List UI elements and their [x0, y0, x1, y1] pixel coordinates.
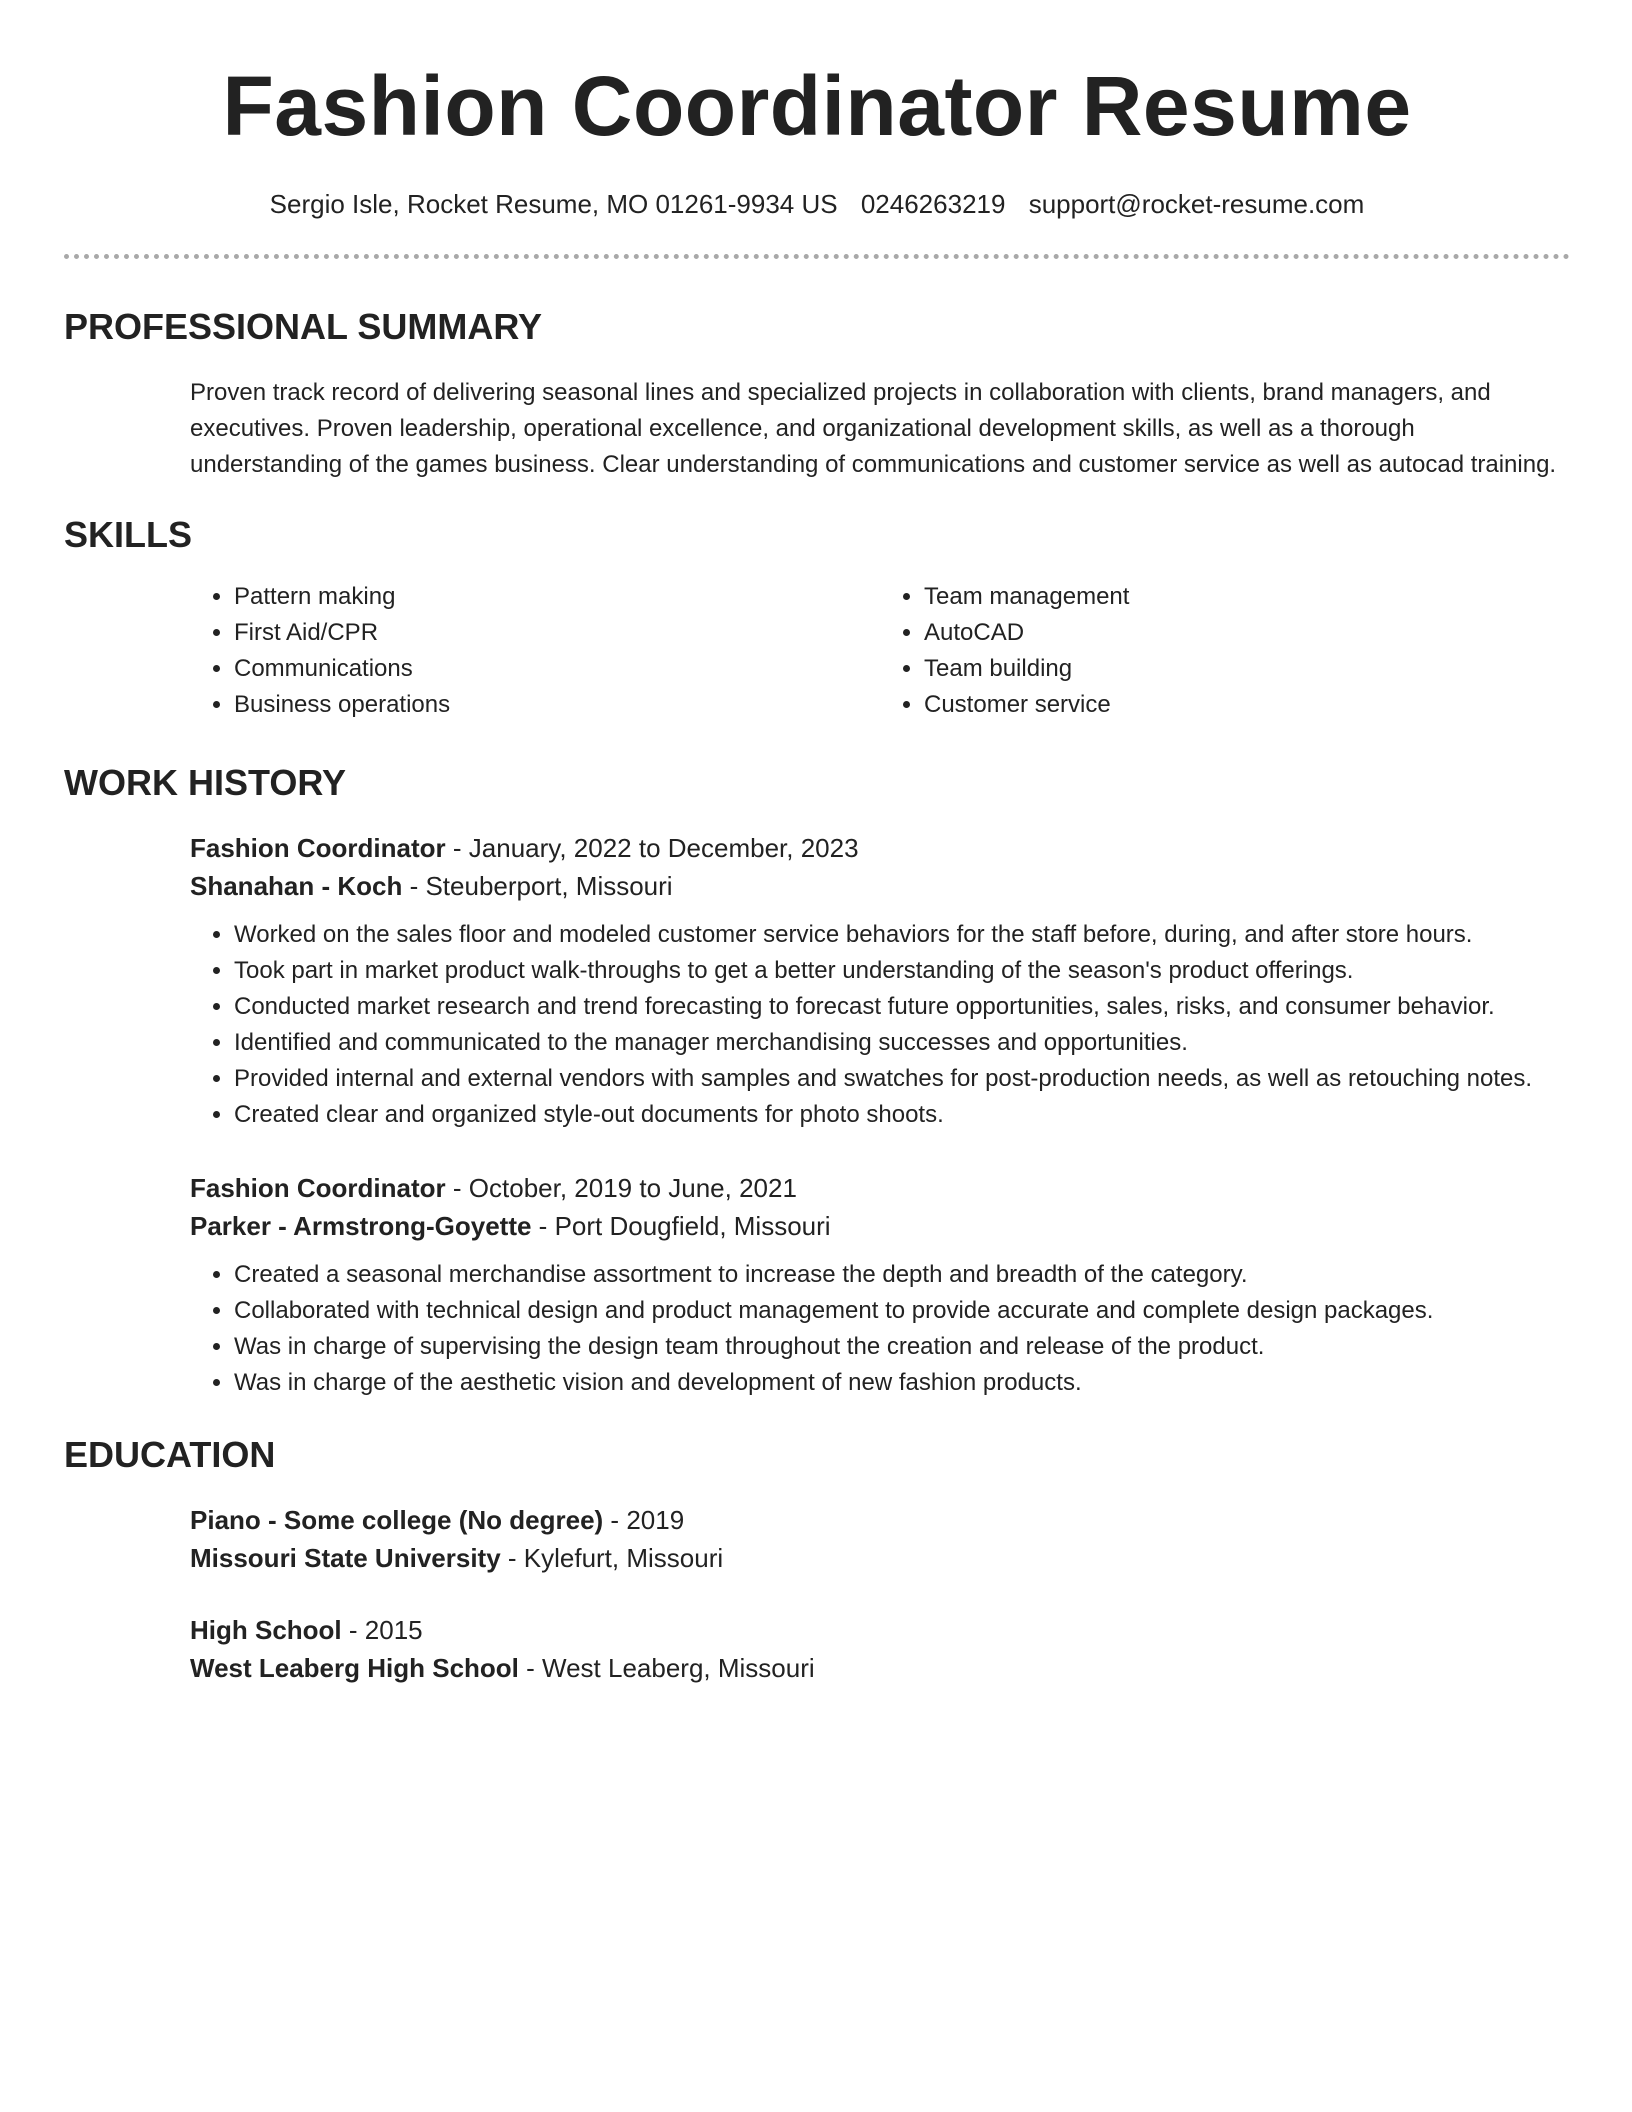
education-year: 2015: [364, 1615, 423, 1645]
job-location: Steuberport, Missouri: [425, 871, 673, 901]
job-location: Port Dougfield, Missouri: [554, 1211, 831, 1241]
resume-title: Fashion Coordinator Resume: [222, 59, 1412, 153]
job-company-line: [190, 1207, 1570, 1245]
separator: -: [603, 1505, 627, 1535]
education-entry: [190, 1611, 1570, 1687]
job-bullet: • Worked on the sales floor and modeled customer service behaviors for the staff before, during, and after store hours.: [234, 917, 1574, 953]
job-entry: [190, 829, 1570, 1133]
skill-item: • Pattern making: [234, 579, 880, 615]
skill-item: • Communications: [234, 651, 880, 687]
skill-item: • Team management: [924, 579, 1570, 615]
education-location: West Leaberg, Missouri: [542, 1653, 815, 1683]
job-company-line: [190, 867, 1570, 905]
separator: -: [518, 1653, 543, 1683]
education-heading: EDUCATION: [64, 1434, 276, 1475]
skills-heading: SKILLS: [64, 514, 193, 555]
skill-item: • Customer service: [924, 687, 1570, 723]
contact-email[interactable]: support@rocket-resume.com: [1028, 189, 1365, 219]
separator: -: [445, 1173, 469, 1203]
job-dates: January, 2022 to December, 2023: [468, 833, 859, 863]
skill-item: • AutoCAD: [924, 615, 1570, 651]
job-bullet: • Took part in market product walk-throughs to get a better understanding of the season's product offerings.: [234, 953, 1574, 989]
education-degree: High School: [190, 1615, 342, 1645]
contact-phone: 0246263219: [860, 189, 1006, 219]
education-location: Kylefurt, Missouri: [523, 1543, 724, 1573]
separator: -: [500, 1543, 524, 1573]
job-bullets: [190, 917, 1574, 1133]
education-year: 2019: [626, 1505, 685, 1535]
job-dates: October, 2019 to June, 2021: [468, 1173, 797, 1203]
education-school-line: [190, 1649, 1570, 1687]
job-entry: [190, 1169, 1570, 1401]
education-school-line: [190, 1539, 1570, 1577]
job-bullet: • Provided internal and external vendors with samples and swatches for post-production needs, as well as retouching notes.: [234, 1061, 1574, 1097]
work-history-heading: WORK HISTORY: [64, 762, 347, 803]
job-role: Fashion Coordinator: [190, 833, 446, 863]
job-title-line: [190, 829, 1570, 867]
separator: -: [341, 1615, 365, 1645]
resume-page: [64, 0, 1570, 1687]
contact-line: [64, 188, 1570, 220]
separator: -: [402, 871, 426, 901]
skills-column-left: [190, 579, 880, 723]
job-title-line: [190, 1169, 1570, 1207]
education-degree: Piano - Some college (No degree): [190, 1505, 604, 1535]
skill-item: • First Aid/CPR: [234, 615, 880, 651]
skills-list: [190, 579, 1570, 723]
separator: -: [445, 833, 469, 863]
job-bullet: • Collaborated with technical design and product management to provide accurate and complete design packages.: [234, 1293, 1574, 1329]
header-divider: [64, 254, 1570, 259]
job-company: Shanahan - Koch: [190, 871, 403, 901]
education-school: Missouri State University: [190, 1543, 501, 1573]
job-bullet: • Was in charge of supervising the design team throughout the creation and release of the product.: [234, 1329, 1574, 1365]
job-bullet: • Conducted market research and trend forecasting to forecast future opportunities, sales, risks, and consumer behavior.: [234, 989, 1574, 1025]
job-bullet: • Identified and communicated to the manager merchandising successes and opportunities.: [234, 1025, 1574, 1061]
skill-item: • Business operations: [234, 687, 880, 723]
summary-heading: PROFESSIONAL SUMMARY: [64, 306, 543, 347]
job-bullet: • Was in charge of the aesthetic vision and development of new fashion products.: [234, 1365, 1574, 1401]
education-school: West Leaberg High School: [190, 1653, 519, 1683]
education-degree-line: [190, 1501, 1570, 1539]
separator: -: [531, 1211, 555, 1241]
skill-item: • Team building: [924, 651, 1570, 687]
job-bullets: [190, 1257, 1574, 1401]
job-company: Parker - Armstrong-Goyette: [190, 1211, 532, 1241]
job-bullet: • Created clear and organized style-out documents for photo shoots.: [234, 1097, 1574, 1133]
contact-address: Sergio Isle, Rocket Resume, MO 01261-9934 US: [269, 189, 838, 219]
summary-text: Proven track record of delivering seasonal lines and specialized projects in collaboration with clients, brand managers, and executives. Proven leadership, operational excellence, and organizational development skills, as well as a thorough understanding of the games business. Clear understanding of communications and customer service as well as autocad training.: [190, 379, 1557, 478]
job-bullet: • Created a seasonal merchandise assortment to increase the depth and breadth of the category.: [234, 1257, 1574, 1293]
education-entry: [190, 1501, 1570, 1577]
education-degree-line: [190, 1611, 1570, 1649]
job-role: Fashion Coordinator: [190, 1173, 446, 1203]
skills-column-right: [880, 579, 1570, 723]
